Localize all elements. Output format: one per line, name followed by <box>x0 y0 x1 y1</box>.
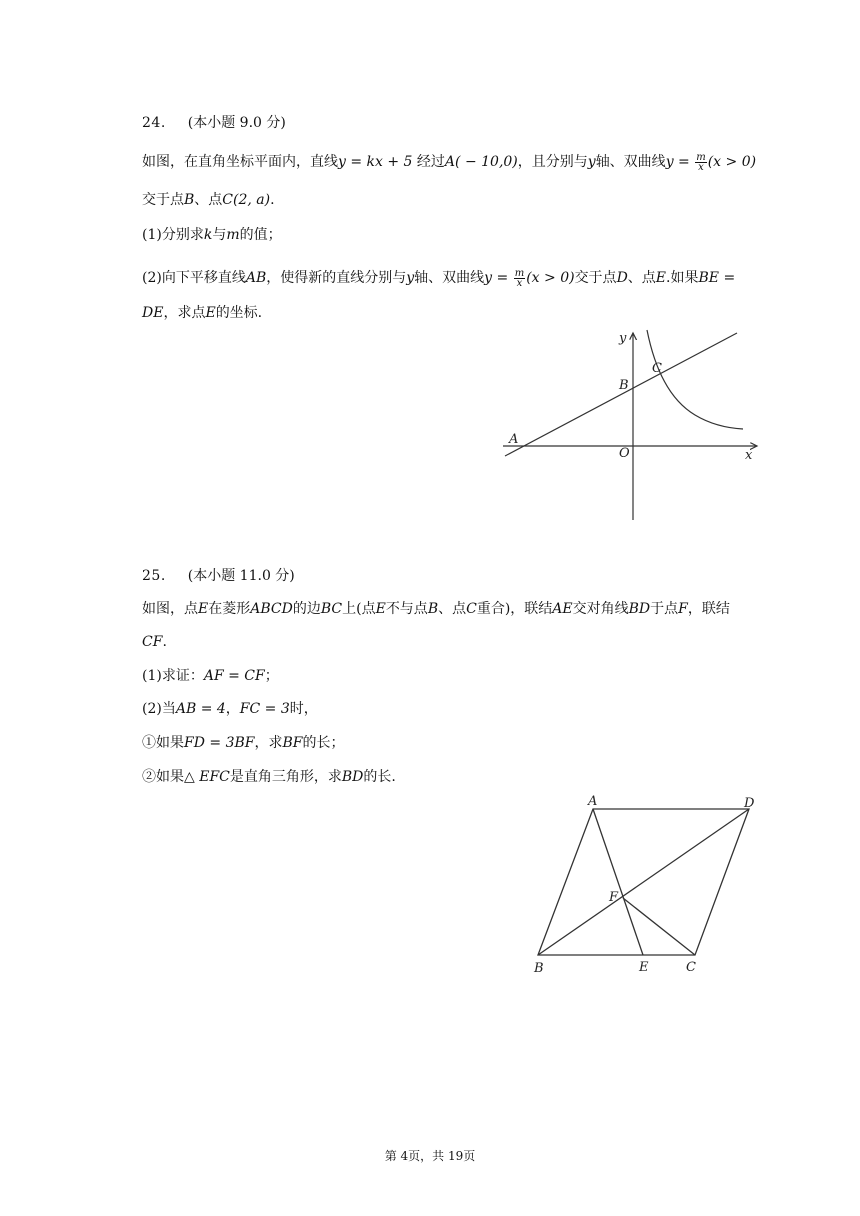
text: ②如果△ <box>142 769 200 785</box>
text: 轴、双曲线 <box>595 154 666 170</box>
text: 的值； <box>239 227 282 243</box>
text: 如图，在直角坐标平面内，直线 <box>142 154 338 170</box>
condition: (x > 0) <box>707 154 757 170</box>
text: . <box>270 192 275 208</box>
text: 上(点 <box>342 601 376 617</box>
fraction-m-over-x <box>695 153 706 172</box>
point-a: A( − 10,0) <box>444 154 518 170</box>
text: 不与点 <box>385 601 428 617</box>
var: C <box>466 601 477 617</box>
point-c: C(2, a) <box>222 192 271 208</box>
text: 的坐标. <box>215 305 263 321</box>
var: B <box>427 601 439 617</box>
text: 的长； <box>302 735 345 751</box>
var: E <box>198 601 209 617</box>
var: D <box>616 270 628 286</box>
label-c: C <box>652 361 662 376</box>
text: . <box>162 634 167 650</box>
text: 在菱形 <box>208 601 251 617</box>
q25-line-5 <box>142 733 345 753</box>
var-y: y <box>587 154 596 170</box>
label-y: y <box>619 331 627 346</box>
label-d: D <box>744 796 755 811</box>
label-b: B <box>534 961 544 976</box>
equation: FC = 3 <box>239 701 290 717</box>
text: 与 <box>212 227 227 243</box>
var: ABCD <box>250 601 293 617</box>
var: E <box>375 601 386 617</box>
var: BD <box>341 769 364 785</box>
text: ，求点 <box>163 305 206 321</box>
text: 于点 <box>650 601 679 617</box>
q25-number: 25. <box>142 568 166 584</box>
fraction-m-over-x <box>514 269 525 288</box>
q25-line-4 <box>142 699 318 719</box>
var: F <box>678 601 688 617</box>
label-a: A <box>588 795 598 809</box>
equation: y = <box>484 270 513 286</box>
label-b: B <box>619 378 629 393</box>
q25-line-6 <box>142 767 396 787</box>
equation: y = <box>665 154 695 170</box>
var: E <box>655 270 667 286</box>
denominator: x <box>516 277 523 289</box>
var: AB <box>245 270 267 286</box>
text: (1)求证： <box>142 668 204 684</box>
var: CF <box>142 634 163 650</box>
q25-heading <box>142 566 295 586</box>
text: (1)分别求 <box>142 227 204 243</box>
var: m <box>226 227 240 243</box>
text: 是直角三角形，求 <box>229 769 342 785</box>
equation: AB = 4 <box>175 701 226 717</box>
text: 时， <box>289 701 318 717</box>
text: 、点 <box>438 601 467 617</box>
q25-line-1 <box>142 599 730 619</box>
diagonal-bd <box>538 809 749 955</box>
var: y <box>406 270 415 286</box>
equation: BE = <box>698 270 736 286</box>
page-footer: 第 4页，共 19页 <box>384 1149 476 1163</box>
text: 重合)，联结 <box>476 601 553 617</box>
denominator: x <box>698 161 704 173</box>
label-f: F <box>609 890 619 905</box>
q24-line-3 <box>142 225 282 245</box>
numerator: m <box>514 267 525 279</box>
var: AE <box>552 601 573 617</box>
label-c: C <box>686 960 696 975</box>
text: .如果 <box>666 270 699 286</box>
label-o: O <box>619 446 630 461</box>
q24-figure <box>495 325 765 525</box>
text: 轴、双曲线 <box>414 270 485 286</box>
segment-ae <box>593 809 643 955</box>
q24-line-5 <box>142 303 262 323</box>
q25-line-3 <box>142 666 279 686</box>
equation: AF = CF <box>203 668 265 684</box>
numerator: m <box>696 151 706 163</box>
equation: y = kx + 5 <box>338 154 413 170</box>
q25-points: (本小题 11.0 分) <box>187 568 295 584</box>
text: ； <box>264 668 279 684</box>
var: BD <box>628 601 651 617</box>
q24-line-1 <box>142 152 756 172</box>
q24-points: (本小题 9.0 分) <box>187 115 286 131</box>
text: 交于点 <box>574 270 617 286</box>
text: 的边 <box>292 601 321 617</box>
hyperbola-curve <box>647 330 743 429</box>
var: B <box>184 192 195 208</box>
text: 如图，点 <box>142 601 198 617</box>
text: 的长. <box>363 769 396 785</box>
q25-line-2 <box>142 632 167 652</box>
text: ，求 <box>254 735 283 751</box>
var: E <box>205 305 216 321</box>
q24-line-4 <box>142 268 735 288</box>
text: 交于点 <box>142 192 184 208</box>
text: (2)当 <box>142 701 176 717</box>
text: 、点 <box>627 270 656 286</box>
text: ，使得新的直线分别与 <box>266 270 407 286</box>
label-a: A <box>509 432 519 447</box>
label-x: x <box>745 448 753 463</box>
text: ， <box>225 701 240 717</box>
label-e: E <box>639 960 649 975</box>
text: ①如果 <box>142 735 184 751</box>
q24-line-2 <box>142 190 275 210</box>
condition: (x > 0) <box>526 270 575 286</box>
q24-number: 24. <box>142 115 166 131</box>
equation: FD = 3BF <box>184 735 255 751</box>
var: DE <box>142 305 164 321</box>
var: BF <box>282 735 303 751</box>
var: EFC <box>199 769 230 785</box>
text: ，联结 <box>687 601 730 617</box>
text: ，且分别与 <box>517 154 588 170</box>
var: BC <box>320 601 343 617</box>
text: 交对角线 <box>572 601 629 617</box>
q25-figure <box>525 795 765 985</box>
line-ab <box>505 333 737 456</box>
text: (2)向下平移直线 <box>142 270 246 286</box>
q24-heading <box>142 113 286 133</box>
text: 经过 <box>412 154 445 170</box>
var: k <box>203 227 213 243</box>
text: 、点 <box>194 192 223 208</box>
